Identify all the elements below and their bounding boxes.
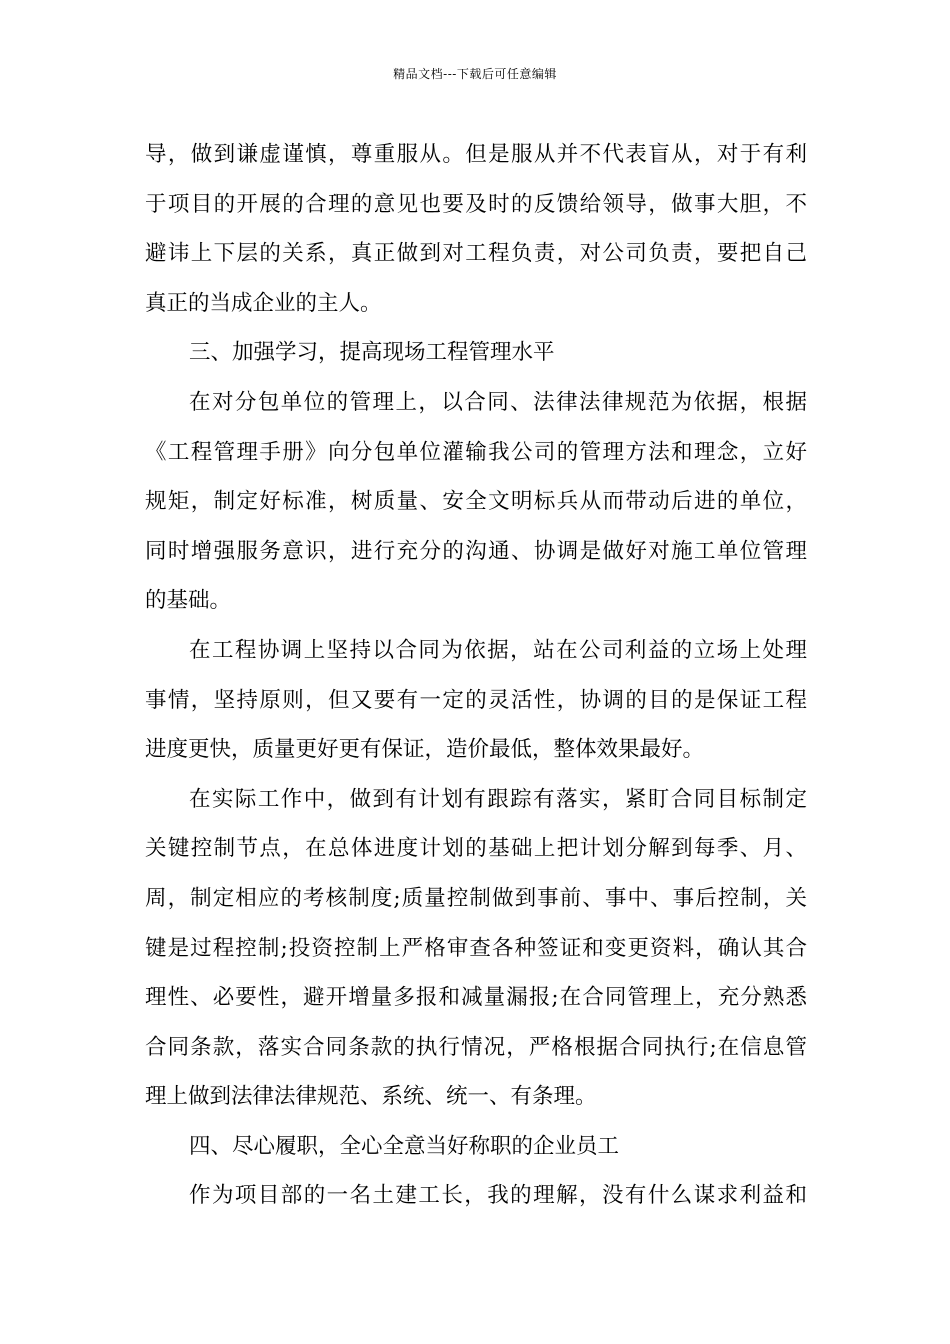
body-line: 合同条款，落实合同条款的执行情况，严格根据合同执行;在信息管 [145, 1034, 807, 1060]
body-line: 键是过程控制;投资控制上严格审查各种签证和变更资料，确认其合 [145, 935, 807, 961]
body-line: 避讳上下层的关系，真正做到对工程负责，对公司负责，要把自己 [145, 241, 807, 267]
body-line: 理性、必要性，避开增量多报和减量漏报;在合同管理上，充分熟悉 [145, 985, 807, 1011]
body-line: 同时增强服务意识，进行充分的沟通、协调是做好对施工单位管理 [145, 538, 807, 564]
body-line: 周，制定相应的考核制度;质量控制做到事前、事中、事后控制，关 [145, 885, 807, 911]
body-line: 真正的当成企业的主人。 [145, 290, 382, 316]
document-body [145, 130, 807, 1221]
body-line: 关键控制节点，在总体进度计划的基础上把计划分解到每季、月、 [145, 836, 807, 862]
body-line: 作为项目部的一名土建工长，我的理解，没有什么谋求利益和 [189, 1183, 807, 1209]
body-line: 在对分包单位的管理上，以合同、法律法律规范为依据，根据 [189, 389, 807, 415]
body-line: 的基础。 [145, 588, 232, 614]
body-line: 导，做到谦虚谨慎，尊重服从。但是服从并不代表盲从，对于有利 [145, 142, 807, 167]
body-line: 在工程协调上坚持以合同为依据，站在公司利益的立场上处理 [189, 637, 807, 663]
body-line: 理上做到法律法律规范、系统、统一、有条理。 [145, 1084, 597, 1110]
body-line: 进度更快，质量更好更有保证，造价最低，整体效果最好。 [145, 737, 705, 763]
body-line: 于项目的开展的合理的意见也要及时的反馈给领导，做事大胆，不 [145, 191, 807, 217]
body-line: 在实际工作中，做到有计划有跟踪有落实，紧盯合同目标制定 [189, 786, 807, 812]
page-header: 精品文档---下载后可任意编辑 [393, 67, 557, 81]
section-heading: 四、尽心履职，全心全意当好称职的企业员工 [189, 1133, 620, 1159]
body-line: 《工程管理手册》向分包单位灌输我公司的管理方法和理念，立好 [145, 439, 807, 465]
section-heading: 三、加强学习，提高现场工程管理水平 [189, 340, 555, 366]
body-line: 规矩，制定好标准，树质量、安全文明标兵从而带动后进的单位， [145, 489, 807, 515]
body-line: 事情，坚持原则，但又要有一定的灵活性，协调的目的是保证工程 [145, 687, 807, 713]
